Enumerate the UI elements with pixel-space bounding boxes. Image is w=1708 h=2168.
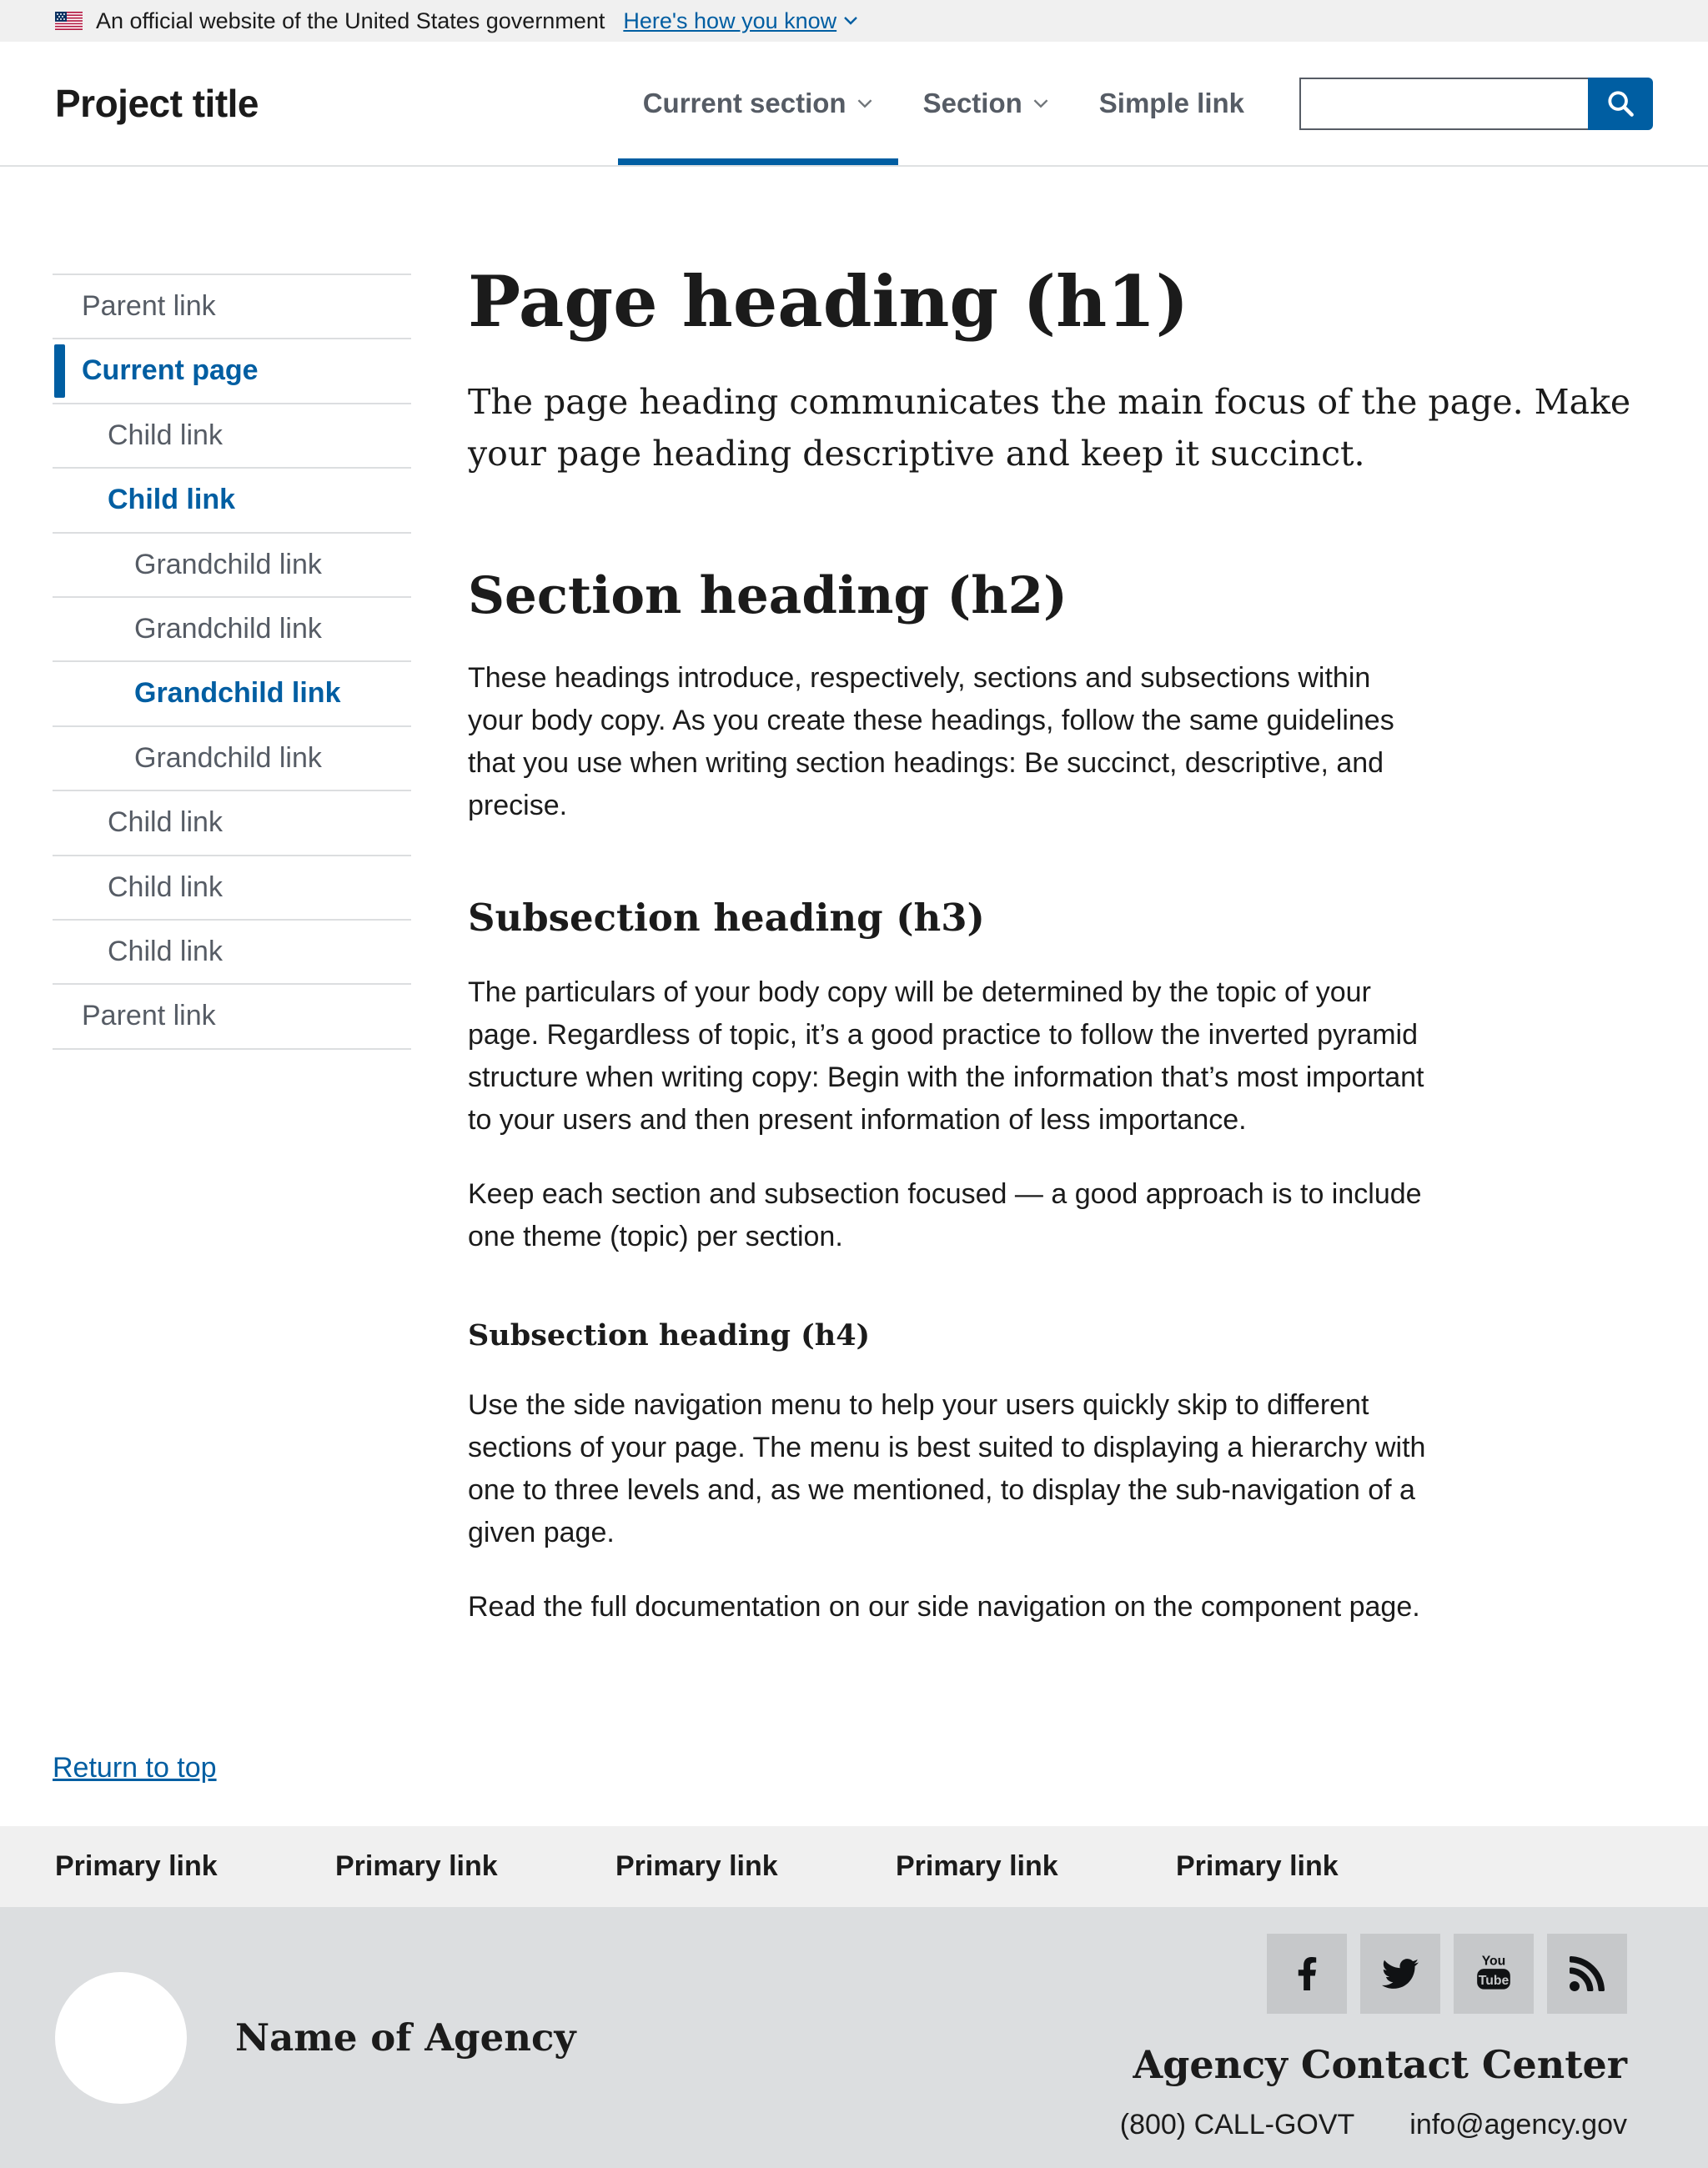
sidenav-link[interactable]: Grandchild link (134, 548, 322, 580)
sidenav-link[interactable]: Grandchild link (134, 741, 322, 774)
sidenav-link[interactable]: Grandchild link (134, 677, 341, 710)
sidenav-item-grandchild-link (53, 532, 411, 596)
sidenav-item-current-page (53, 338, 411, 402)
banner-link-label: Here's how you know (623, 8, 837, 33)
phone-link[interactable]: (800) CALL-GOVT (1119, 2109, 1355, 2141)
body-paragraph: The particulars of your body copy will be determined by the topic of your page. Regardless of topic, it’s a good practice to follow the inverted pyramid structure when writing copy: Begin with the information that’s most important to your users and then present information of less importance. (468, 976, 1424, 1137)
contact-center-heading: Agency Contact Center (1133, 2042, 1627, 2088)
sidenav-link[interactable]: Child link (108, 484, 235, 516)
sidenav-link[interactable]: Child link (108, 806, 223, 839)
side-nav (53, 274, 411, 1050)
site-header (0, 42, 1708, 167)
sidenav-link[interactable]: Parent link (82, 290, 216, 322)
footer-primary-link[interactable]: Primary link (55, 1850, 218, 1883)
email-link[interactable]: info@agency.gov (1409, 2109, 1627, 2141)
nav-item-section[interactable] (898, 42, 1074, 165)
sidenav-item-parent-link (53, 274, 411, 338)
twitter-icon (1379, 1955, 1421, 1992)
sidenav-link-current[interactable]: Current page (53, 339, 411, 402)
sidenav-item-parent-link (53, 983, 411, 1049)
agency-logo (55, 1972, 187, 2104)
main-content (468, 260, 1653, 1629)
side-nav-list (53, 274, 411, 1050)
footer-primary-link[interactable]: Primary link (1176, 1850, 1339, 1883)
sidenav-link[interactable]: Child link (108, 871, 223, 903)
facebook-icon (1297, 1955, 1318, 1993)
site-title-link[interactable]: Project title (55, 82, 259, 125)
chevron-down-icon (857, 98, 873, 109)
search-button[interactable] (1588, 78, 1653, 130)
chevron-down-icon (843, 16, 858, 26)
twitter-link[interactable] (1360, 1934, 1440, 2014)
search-input[interactable] (1299, 78, 1588, 130)
footer (0, 1826, 1708, 2168)
sidenav-item-grandchild-link-active (53, 660, 411, 725)
sidenav-link[interactable]: Grandchild link (134, 612, 322, 645)
nav-item-label: Section (922, 88, 1022, 118)
subsection-heading-h4: Subsection heading (h4) (468, 1318, 871, 1353)
sidenav-item-child-link (53, 790, 411, 854)
nav-item-label: Current section (642, 88, 846, 118)
sidenav-item-child-link (53, 855, 411, 919)
search-icon (1605, 88, 1636, 119)
us-flag-icon (55, 12, 83, 30)
footer-primary-nav (0, 1826, 1708, 1907)
contact-info (1120, 2109, 1627, 2141)
sidenav-link[interactable]: Parent link (82, 1000, 216, 1032)
banner-text: An official website of the United States government (96, 8, 605, 33)
footer-primary-link[interactable]: Primary link (896, 1850, 1058, 1883)
gov-banner (0, 0, 1708, 42)
section-heading-h2: Section heading (h2) (468, 566, 1068, 626)
sidenav-link[interactable]: Child link (108, 935, 223, 967)
page-heading-h1: Page heading (h1) (468, 260, 1189, 343)
agency-block (55, 1972, 576, 2104)
body-paragraph: Read the full documentation on our side navigation on the component page. (468, 1591, 1420, 1623)
contact-block (1120, 1934, 1627, 2141)
sidenav-link[interactable]: Child link (108, 419, 223, 451)
sidenav-item-child-link (53, 919, 411, 983)
rss-icon (1570, 1954, 1605, 1994)
footer-primary-link[interactable]: Primary link (335, 1850, 498, 1883)
sidenav-item-child-link-active (53, 467, 411, 531)
intro-paragraph: The page heading communicates the main focus of the page. Make your page heading descriptive and keep it succinct. (468, 381, 1631, 474)
facebook-link[interactable] (1267, 1934, 1347, 2014)
sidenav-item-grandchild-link (53, 725, 411, 790)
return-to-top-link[interactable]: Return to top (53, 1752, 217, 1784)
body-paragraph: These headings introduce, respectively, sections and subsections within your body copy. As you create these headings, follow the same guidelines that you use when writing section headings: Be succinct, descriptive, and precise. (468, 662, 1394, 822)
body-paragraph: Keep each section and subsection focused — a good approach is to include one theme (topic) per section. (468, 1178, 1422, 1253)
svg-text:Tube: Tube (1478, 1974, 1510, 1989)
footer-secondary-section (0, 1907, 1708, 2168)
chevron-down-icon (1032, 98, 1049, 109)
agency-name: Name of Agency (235, 2015, 576, 2060)
social-links (1267, 1934, 1627, 2014)
sidenav-item-grandchild-link (53, 596, 411, 660)
rss-link[interactable] (1547, 1934, 1627, 2014)
body-paragraph: Use the side navigation menu to help your users quickly skip to different sections of your page. The menu is best suited to displaying a hierarchy with one to three levels and, as we mentioned, to display the sub-navigation of a given page. (468, 1389, 1426, 1549)
search-form (1299, 78, 1653, 130)
youtube-icon (1470, 1950, 1517, 1997)
page-body (0, 167, 1708, 1629)
subsection-heading-h3: Subsection heading (h3) (468, 896, 985, 941)
svg-text:You: You (1481, 1954, 1506, 1969)
youtube-link[interactable] (1454, 1934, 1534, 2014)
banner-disclosure-link[interactable] (623, 8, 858, 34)
sidenav-item-child-link (53, 403, 411, 467)
nav-item-label: Simple link (1098, 88, 1244, 118)
footer-primary-link[interactable]: Primary link (615, 1850, 778, 1883)
nav-item-current-section[interactable] (618, 42, 898, 165)
nav-item-simple-link[interactable] (1074, 42, 1269, 165)
return-top-wrap (0, 1629, 1708, 1826)
primary-nav (618, 42, 1269, 165)
